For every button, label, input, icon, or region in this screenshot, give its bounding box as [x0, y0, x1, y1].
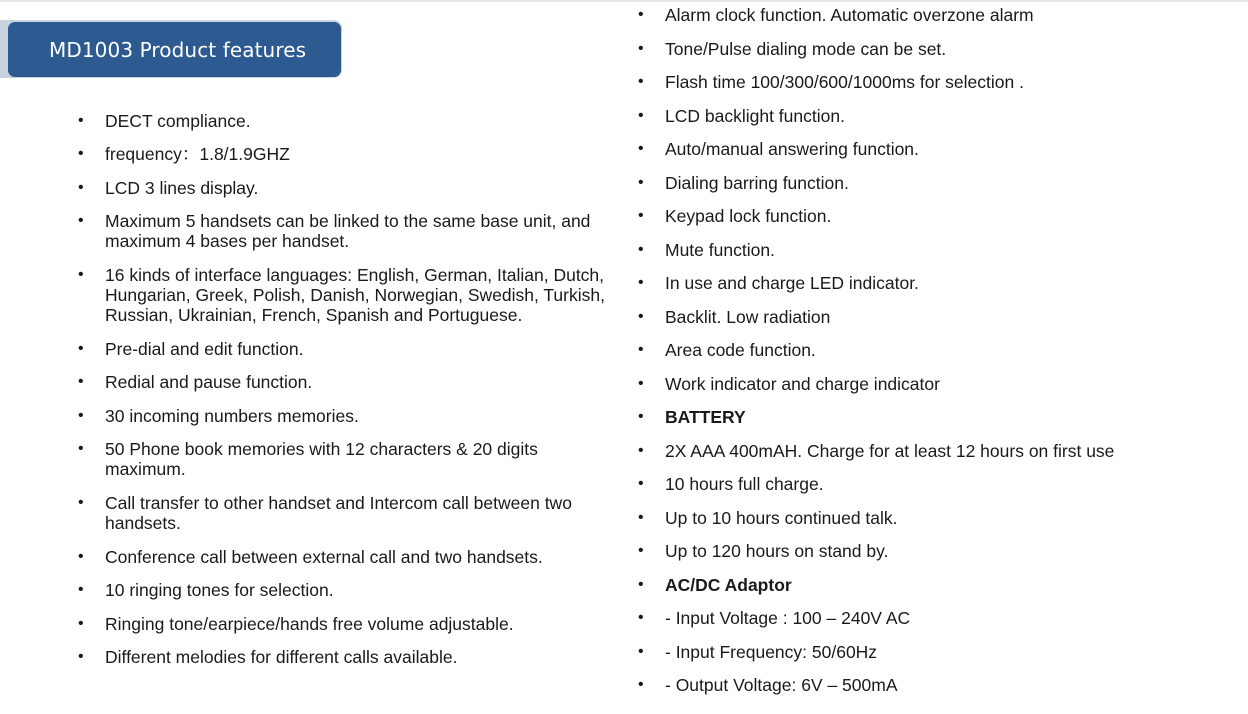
bullet-icon: •: [638, 107, 644, 124]
feature-section-heading: [638, 407, 1238, 427]
title-banner: [8, 22, 341, 77]
feature-item: [638, 340, 1238, 360]
bullet-icon: •: [638, 375, 644, 392]
feature-text: Call transfer to other handset and Intercom call between two handsets.: [105, 493, 572, 533]
feature-item: [638, 139, 1238, 159]
feature-text: Up to 10 hours continued talk.: [665, 508, 898, 528]
feature-item: [78, 547, 618, 567]
feature-text: 16 kinds of interface languages: English, German, Italian, Dutch, Hungarian, Greek, Polish, Danish, Norwegian, Swedish, Turkish, Russian, Ukrainian, French, Spanish and Portuguese.: [105, 265, 605, 325]
bullet-icon: •: [638, 174, 644, 191]
feature-item: [78, 178, 618, 198]
feature-item: [638, 374, 1238, 394]
feature-item: [78, 493, 618, 533]
feature-item: [78, 580, 618, 600]
feature-item: [638, 273, 1238, 293]
feature-item: [638, 541, 1238, 561]
feature-text: Alarm clock function. Automatic overzone alarm: [665, 5, 1034, 25]
feature-item: [638, 508, 1238, 528]
feature-item: [638, 240, 1238, 260]
feature-item: [78, 111, 618, 131]
bullet-icon: •: [638, 241, 644, 258]
feature-text: Backlit. Low radiation: [665, 307, 831, 327]
feature-item: [638, 106, 1238, 126]
bullet-icon: •: [638, 140, 644, 157]
bullet-icon: •: [78, 340, 84, 357]
feature-text: Auto/manual answering function.: [665, 139, 919, 159]
bullet-icon: •: [78, 373, 84, 390]
feature-text: Flash time 100/300/600/1000ms for selection .: [665, 72, 1024, 92]
page-title: MD1003 Product features: [49, 37, 307, 62]
feature-item: [78, 647, 618, 667]
feature-item: [638, 72, 1238, 92]
feature-text: 30 incoming numbers memories.: [105, 406, 359, 426]
feature-item: [78, 265, 618, 325]
top-divider: [0, 0, 1248, 2]
bullet-icon: •: [78, 145, 84, 162]
bullet-icon: •: [638, 442, 644, 459]
feature-text: Area code function.: [665, 340, 816, 360]
features-list-right: [638, 5, 1238, 695]
feature-item: [638, 5, 1238, 25]
feature-item: [78, 406, 618, 426]
bullet-icon: •: [638, 408, 644, 425]
feature-item: [78, 339, 618, 359]
feature-text: Keypad lock function.: [665, 206, 832, 226]
bullet-icon: •: [638, 6, 644, 23]
bullet-icon: •: [78, 112, 84, 129]
feature-text: Ringing tone/earpiece/hands free volume adjustable.: [105, 614, 514, 634]
feature-item: [638, 675, 1238, 695]
bullet-icon: •: [638, 274, 644, 291]
feature-text: Redial and pause function.: [105, 372, 313, 392]
bullet-icon: •: [78, 548, 84, 565]
feature-text: 2X AAA 400mAH. Charge for at least 12 hours on first use: [665, 441, 1115, 461]
feature-text: - Input Voltage : 100 – 240V AC: [665, 608, 911, 628]
feature-text: frequency：1.8/1.9GHZ: [105, 144, 290, 164]
bullet-icon: •: [638, 576, 644, 593]
feature-text: 10 hours full charge.: [665, 474, 824, 494]
bullet-icon: •: [78, 266, 84, 283]
features-list-left: [78, 111, 618, 667]
bullet-icon: •: [638, 308, 644, 325]
bullet-icon: •: [78, 615, 84, 632]
bullet-icon: •: [638, 643, 644, 660]
bullet-icon: •: [638, 73, 644, 90]
feature-text: - Input Frequency: 50/60Hz: [665, 642, 878, 662]
feature-item: [638, 441, 1238, 461]
feature-item: [638, 307, 1238, 327]
feature-text: Work indicator and charge indicator: [665, 374, 940, 394]
bullet-icon: •: [78, 407, 84, 424]
feature-text: Up to 120 hours on stand by.: [665, 541, 889, 561]
feature-item: [78, 614, 618, 634]
feature-text: Pre-dial and edit function.: [105, 339, 304, 359]
feature-text: 10 ringing tones for selection.: [105, 580, 334, 600]
feature-item: [638, 608, 1238, 628]
bullet-icon: •: [638, 542, 644, 559]
feature-text: LCD 3 lines display.: [105, 178, 259, 198]
feature-text: 50 Phone book memories with 12 characters & 20 digits maximum.: [105, 439, 538, 479]
feature-item: [78, 372, 618, 392]
bullet-icon: •: [78, 581, 84, 598]
bullet-icon: •: [78, 440, 84, 457]
bullet-icon: •: [638, 40, 644, 57]
feature-item: [78, 211, 618, 251]
feature-text: Conference call between external call and two handsets.: [105, 547, 543, 567]
feature-text: Different melodies for different calls available.: [105, 647, 458, 667]
feature-text: LCD backlight function.: [665, 106, 845, 126]
section-heading-adaptor: AC/DC Adaptor: [665, 575, 792, 595]
feature-item: [78, 144, 618, 164]
bullet-icon: •: [638, 475, 644, 492]
feature-text: Dialing barring function.: [665, 173, 849, 193]
bullet-icon: •: [78, 494, 84, 511]
feature-item: [638, 206, 1238, 226]
bullet-icon: •: [638, 609, 644, 626]
bullet-icon: •: [638, 509, 644, 526]
feature-item: [78, 439, 618, 479]
feature-text: - Output Voltage: 6V – 500mA: [665, 675, 898, 695]
feature-text: Maximum 5 handsets can be linked to the same base unit, and maximum 4 bases per handset.: [105, 211, 591, 251]
feature-section-heading: [638, 575, 1238, 595]
bullet-icon: •: [638, 341, 644, 358]
bullet-icon: •: [638, 676, 644, 693]
bullet-icon: •: [638, 207, 644, 224]
feature-text: DECT compliance.: [105, 111, 251, 131]
feature-text: Mute function.: [665, 240, 775, 260]
bullet-icon: •: [78, 212, 84, 229]
feature-item: [638, 474, 1238, 494]
section-heading-battery: BATTERY: [665, 407, 746, 427]
bullet-icon: •: [78, 179, 84, 196]
bullet-icon: •: [78, 648, 84, 665]
feature-item: [638, 173, 1238, 193]
feature-text: In use and charge LED indicator.: [665, 273, 919, 293]
feature-text: Tone/Pulse dialing mode can be set.: [665, 39, 947, 59]
feature-item: [638, 642, 1238, 662]
feature-item: [638, 39, 1238, 59]
